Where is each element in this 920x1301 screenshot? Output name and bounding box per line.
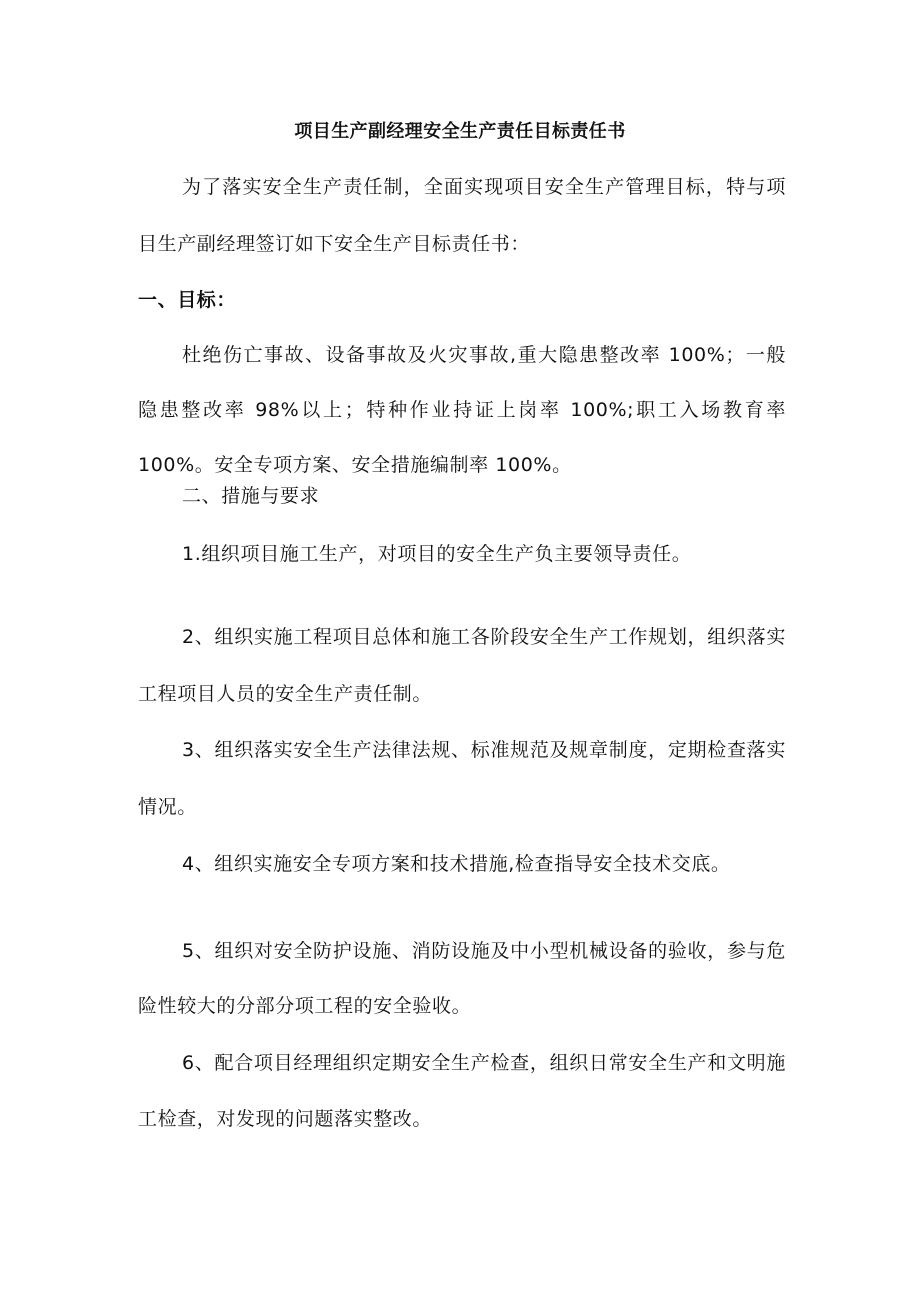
item-2-line-2: 工程项目人员的安全生产责任制。 [138, 683, 433, 705]
item-5-line-1: 5、组织对安全防护设施、消防设施及中小型机械设备的验收，参与危 [182, 940, 786, 962]
section1-line-2: 隐患整改率 98%以上；特种作业持证上岗率 100%;职工入场教育率 [138, 399, 786, 421]
item-6-line-2: 工检查，对发现的问题落实整改。 [138, 1108, 433, 1130]
item-5-line-2: 险性较大的分部分项工程的安全验收。 [138, 995, 472, 1017]
item-1-line-1: 1.组织项目施工生产，对项目的安全生产负主要领导责任。 [182, 543, 692, 565]
item-6-line-1: 6、配合项目经理组织定期安全生产检查，组织日常安全生产和文明施 [182, 1052, 786, 1074]
document-title: 项目生产副经理安全生产责任目标责任书 [294, 121, 626, 142]
intro-line-1: 为了落实安全生产责任制，全面实现项目安全生产管理目标，特与项 [182, 176, 786, 198]
item-3-line-1: 3、组织落实安全生产法律法规、标准规范及规章制度，定期检查落实 [182, 739, 786, 761]
item-2-line-1: 2、组织实施工程项目总体和施工各阶段安全生产工作规划，组织落实 [182, 626, 786, 648]
section2-heading: 二、措施与要求 [182, 485, 320, 507]
item-3-line-2: 情况。 [138, 796, 197, 818]
intro-line-2: 目生产副经理签订如下安全生产目标责任书： [138, 233, 531, 255]
section1-heading: 一、目标： [138, 289, 237, 311]
section1-line-1: 杜绝伤亡事故、设备事故及火灾事故,重大隐患整改率 100%；一般 [182, 344, 786, 366]
section1-line-3: 100%。安全专项方案、安全措施编制率 100%。 [138, 454, 572, 476]
item-4-line-1: 4、组织实施安全专项方案和技术措施,检查指导安全技术交底。 [182, 853, 731, 875]
